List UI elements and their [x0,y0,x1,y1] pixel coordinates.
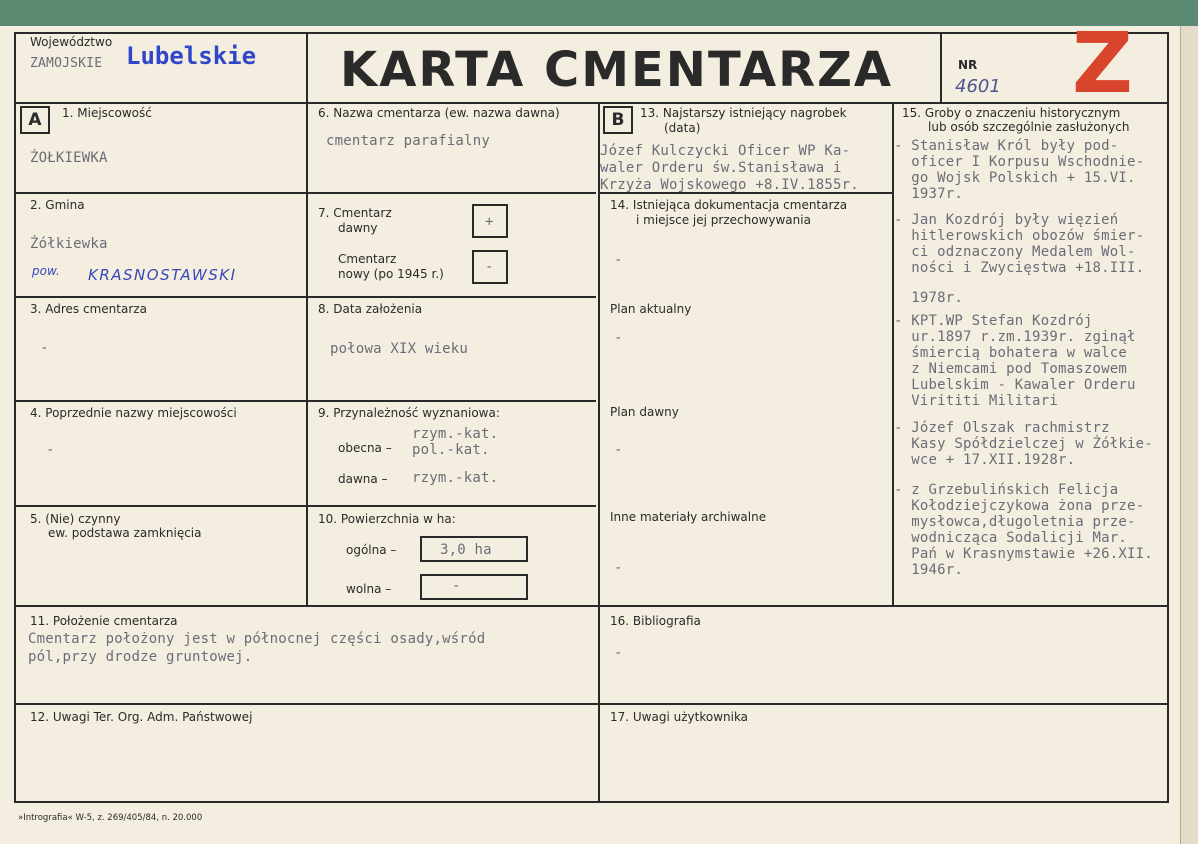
field-5-label: 5. (Nie) czynny [30,512,121,526]
new-cemetery-mark: - [485,259,494,275]
free-area-box [420,574,528,600]
plan-old-value: - [614,442,623,458]
field-3-label: 3. Adres cmentarza [30,302,147,316]
field-1-value: ŻOŁKIEWKA [30,150,108,166]
field-11-line: Cmentarz położony jest w północnej części osady,wśród [28,631,486,647]
grave-entry-line: ur.1897 r.zm.1939r. zginął [894,329,1136,345]
field-10-free-label: wolna – [346,582,392,596]
field-10-total-label: ogólna – [346,543,397,557]
field-15-label: 15. Groby o znaczeniu historycznym [902,106,1121,120]
field-13-label: 13. Najstarszy istniejący nagrobek [640,106,847,120]
rule [306,192,596,194]
field-9-current-label: obecna – [338,441,392,455]
field-2-value: Żółkiewka [30,236,108,252]
grave-entry-line: Lubelskim - Kawaler Orderu [894,377,1136,393]
grave-entry-line: - Stanisław Król były pod- [894,138,1119,154]
field-14-value: - [614,252,623,268]
field-6-value: cmentarz parafialny [326,133,490,149]
grave-entry-line: - Józef Olszak rachmistrz [894,420,1110,436]
grave-entry-line: oficer I Korpusu Wschodnie- [894,154,1145,170]
field-8-value: połowa XIX wieku [330,341,469,357]
rule [14,605,1169,607]
field-16-label: 16. Bibliografia [610,614,701,628]
card-edge [1180,26,1198,844]
field-7-old-label: dawny [338,221,378,235]
grave-entry-line: Pań w Krasnymstawie +26.XII. [894,546,1153,562]
grave-entry-line: Kasy Spółdzielczej w Żółkie- [894,436,1153,452]
field-7-new-sublabel: nowy (po 1945 r.) [338,267,444,281]
field-10-label: 10. Powierzchnia w ha: [318,512,456,526]
oldest-grave-line: Krzyża Wojskowego +8.IV.1855r. [600,177,859,193]
nr-label: NR [958,58,978,72]
grave-entry-line: - Jan Kozdrój były więzień [894,212,1119,228]
field-14-label: 14. Istniejąca dokumentacja cmentarza [610,198,848,212]
section-b-badge: B [603,106,633,134]
field-14-sublabel: i miejsce jej przechowywania [636,213,811,227]
grave-entry-line: mysłowca,długoletnia prze- [894,514,1136,530]
rule [14,296,596,298]
plan-current-label: Plan aktualny [610,302,692,316]
field-15-sublabel: lub osób szczególnie zasłużonych [928,120,1130,134]
plan-old-label: Plan dawny [610,405,679,419]
oldest-grave-line: waler Orderu św.Stanisława i [600,160,842,176]
field-6-label: 6. Nazwa cmentarza (ew. nazwa dawna) [318,106,560,120]
district-label: pow. [32,264,60,278]
field-10-free-value: - [452,578,461,594]
oldest-grave-line: Józef Kulczycki Oficer WP Ka- [600,143,851,159]
section-a-badge: A [20,106,50,134]
field-2-label: 2. Gmina [30,198,85,212]
field-10-total-value: 3,0 ha [440,542,492,558]
voivodeship-typed: ZAMOJSKIE [30,56,103,71]
grave-entry-line: ności i Zwycięstwa +18.III. [894,260,1145,276]
letter-mark: Z [1072,14,1133,112]
voivodeship-label: Województwo [30,35,113,49]
field-7-label: 7. Cmentarz [318,206,392,220]
field-9-label: 9. Przynależność wyznaniowa: [318,406,500,420]
grave-entry-line: z Niemcami pod Tomaszowem [894,361,1127,377]
grave-entry-line: 1937r. [894,186,964,202]
field-17-label: 17. Uwagi użytkownika [610,710,749,724]
field-13-sublabel: (data) [664,121,701,135]
grave-entry-line: Kołodziejczykowa żona prze- [894,498,1145,514]
field-4-value: - [46,442,55,458]
archive-value: - [614,560,623,576]
rule [306,32,308,605]
field-8-label: 8. Data założenia [318,302,423,316]
field-9-current-value: pol.-kat. [412,442,490,458]
archive-label: Inne materiały archiwalne [610,510,767,524]
field-5-sublabel: ew. podstawa zamknięcia [48,526,202,540]
rule [598,102,600,803]
grave-entry-line: - KPT.WP Stefan Kozdrój [894,313,1093,329]
rule [14,192,306,194]
grave-entry-line: Virititi Militari [894,393,1058,409]
field-12-label: 12. Uwagi Ter. Org. Adm. Państwowej [30,710,253,724]
field-4-label: 4. Poprzednie nazwy miejscowości [30,406,237,420]
rule [940,32,942,102]
voivodeship-stamp: Lubelskie [126,42,257,70]
old-cemetery-mark: + [485,214,494,230]
printer-imprint: »Intrografia« W-5, z. 269/405/84, n. 20.000 [18,813,203,823]
field-9-current-value: rzym.-kat. [412,426,499,442]
district-value: KRASNOSTAWSKI [88,266,237,284]
grave-entry-line: hitlerowskich obozów śmier- [894,228,1145,244]
grave-entry-line: 1946r. [894,562,964,578]
grave-entry-line: śmiercią bohatera w walce [894,345,1127,361]
field-9-former-value: rzym.-kat. [412,470,499,486]
card-title: KARTA CMENTARZA [340,42,894,98]
rule [14,703,1169,705]
plan-current-value: - [614,330,623,346]
field-11-label: 11. Położenie cmentarza [30,614,178,628]
grave-entry-line: wodnicząca Sodalicji Mar. [894,530,1127,546]
field-9-former-label: dawna – [338,472,388,486]
field-1-label: 1. Miejscowość [62,106,152,120]
field-11-line: pól,przy drodze gruntowej. [28,649,253,665]
rule [14,102,1169,104]
grave-entry-line: ci odznaczony Medalem Wol- [894,244,1136,260]
grave-entry-line: wce + 17.XII.1928r. [894,452,1076,468]
grave-entry-line: - z Grzebulińskich Felicja [894,482,1119,498]
grave-entry-line: 1978r. [894,290,964,306]
rule [14,505,596,507]
field-7-new-label: Cmentarz [338,252,397,266]
binding-tape [0,0,1198,28]
field-16-value: - [614,645,623,661]
nr-value: 4601 [955,76,1001,97]
rule [14,400,596,402]
grave-entry-line: go Wojsk Polskich + 15.VI. [894,170,1136,186]
field-3-value: - [40,340,49,356]
